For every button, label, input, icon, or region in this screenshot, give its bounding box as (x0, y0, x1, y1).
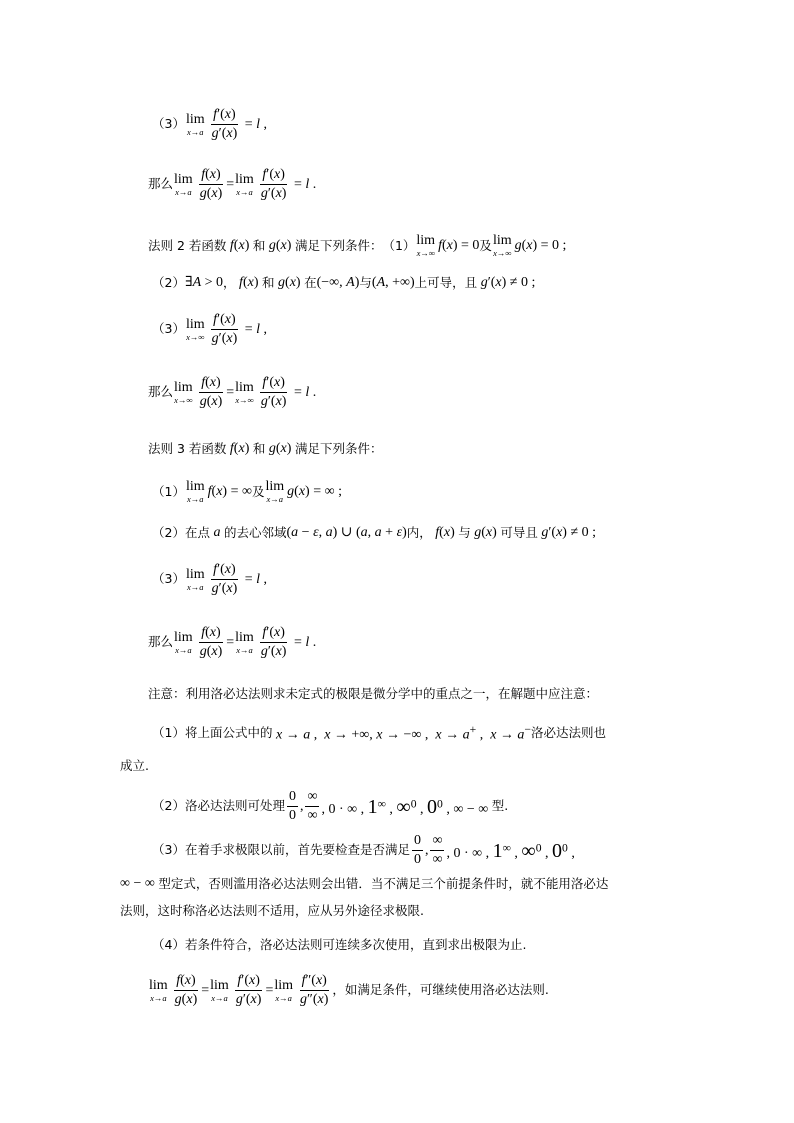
lim-x-to-a: lim x→a (265, 479, 285, 504)
fraction-fprime-over-gprime: $\frac{f'(x)}{g'(x)}$ (211, 562, 238, 596)
note-3: （3）在着手求极限以前，首先要检查是否满足 $\frac{0}{0}$ , $\frac{\infty}{\infty}$ , 0 · ∞ , 1∞ , ∞$^0$ , $0^0$ , (152, 833, 575, 867)
lim-x-to-a: lim x→a (210, 977, 229, 1003)
lim-x-to-a: lim x→a (235, 629, 254, 655)
note-3-cont2: 法则，这时称洛必达法则不适用，应从另外途径求极限. (120, 903, 424, 918)
lim-x-to-a: lim x→a (185, 479, 205, 504)
rule2-conclusion: 那么 lim x→∞ $\frac{f(x)}{g(x)}$ = lim x→∞ $\frac{f'(x)}{g'(x)}$ = l . (148, 375, 317, 409)
note-4-formula: lim x→a $\frac{f(x)}{g(x)}$ = lim x→a $\frac{f'(x)}{g'(x)}$ = lim x→a $\frac{f''(x)}{g''(x)}$ ，如满足条件，可继续使用洛必达法则. (149, 973, 549, 1007)
rule1-conclusion: 那么 lim x→a $\frac{f(x)}{g(x)}$ = lim x→a $\frac{f'(x)}{g'(x)}$ = l . (148, 167, 317, 201)
lim-x-to-inf: lim x→∞ (185, 316, 205, 342)
fraction-f-over-g: $\frac{f(x)}{g(x)}$ (199, 625, 223, 659)
lim-x-to-a: lim x→a (235, 171, 254, 197)
fraction-f-over-g: $\frac{f(x)}{g(x)}$ (199, 375, 223, 409)
rule3-cond1: （1） lim x→a f(x) = ∞ 及 lim x→a g(x) = ∞ ; (152, 479, 342, 504)
fraction-inf-over-inf: $\frac{\infty}{\infty}$ (307, 789, 318, 823)
rule1-then-label: 那么 (148, 176, 174, 192)
rule2-cond3: （3） lim x→∞ $\frac{f'(x)}{g'(x)}$ = l , (152, 312, 268, 346)
notes-intro: 注意：利用洛必达法则求未定式的极限是微分学中的重点之一，在解题中应注意： (148, 686, 599, 701)
fraction-fprime-over-gprime: $\frac{f'(x)}{g'(x)}$ (260, 625, 287, 659)
note-1: （1）将上面公式中的 x → a , x → +∞, x → −∞ , x → a+ , x → a− 洛必达法则也 (152, 723, 607, 743)
fraction-fprime-over-gprime: $\frac{f'(x)}{g'(x)}$ (211, 312, 238, 346)
fraction-zero-over-zero: $\frac{0}{0}$ (413, 833, 421, 867)
note-2: （2）洛必达法则可处理 $\frac{0}{0}$ , $\frac{\infty}{\infty}$ , 0 · ∞ , 1∞ , ∞$^0$ , $0^0$ , ∞ − ∞ 型. (152, 789, 509, 823)
rule2-cond2: （2） ∃A > 0 ， f(x) 和 g(x) 在 (−∞, A) 与 (A, +∞) 上可导，且 g′(x) ≠ 0 ; (152, 274, 536, 290)
fraction-f-over-g: $\frac{f(x)}{g(x)}$ (174, 973, 198, 1007)
note-4: （4）若条件符合，洛必达法则可连续多次使用，直到求出极限为止. (152, 937, 527, 952)
lim-x-to-a: lim x→a (149, 977, 168, 1003)
fraction-f-over-g: $\frac{f(x)}{g(x)}$ (199, 167, 223, 201)
rule3-conclusion: 那么 lim x→a $\frac{f(x)}{g(x)}$ = lim x→a $\frac{f'(x)}{g'(x)}$ = l . (148, 625, 317, 659)
fraction-fprime-over-gprime: $\frac{f'(x)}{g'(x)}$ (260, 167, 287, 201)
rule1-cond3: （3） lim x→a $\frac{f'(x)}{g'(x)}$ = l , (152, 107, 268, 141)
note-1-cont: 成立. (120, 758, 149, 773)
lim-x-to-a: lim x→a (174, 629, 193, 655)
fraction-fprime-over-gprime: $\frac{f'(x)}{g'(x)}$ (211, 107, 238, 141)
fraction-zero-over-zero: $\frac{0}{0}$ (288, 789, 296, 823)
fraction-inf-over-inf: $\frac{\infty}{\infty}$ (432, 833, 443, 867)
lim-x-to-a: lim x→a (185, 111, 205, 137)
lim-x-to-a: lim x→a (174, 171, 193, 197)
note-3-cont: ∞ − ∞ 型定式，否则滥用洛必达法则会出错．当不满足三个前提条件时，就不能用洛必达 (120, 875, 609, 891)
rule3-heading: 法则 3 若函数 f(x) 和 g(x) 满足下列条件： (148, 440, 383, 456)
lim-x-to-inf: lim x→∞ (235, 379, 254, 405)
rule2-heading: 法则 2 若函数 f(x) 和 g(x) 满足下列条件： （1） lim x→∞ f(x) = 0 及 lim x→∞ g(x) = 0 ; (148, 233, 567, 258)
fraction-fprime-over-gprime: $\frac{f'(x)}{g'(x)}$ (235, 973, 262, 1007)
lim-x-to-inf: lim x→∞ (492, 233, 512, 258)
lim-x-to-inf: lim x→∞ (416, 233, 436, 258)
fraction-fprime-over-gprime: $\frac{f'(x)}{g'(x)}$ (260, 375, 287, 409)
rule3-cond3: （3） lim x→a $\frac{f'(x)}{g'(x)}$ = l , (152, 562, 268, 596)
fraction-fsecond-over-gsecond: $\frac{f''(x)}{g''(x)}$ (300, 973, 329, 1007)
lim-x-to-a: lim x→a (274, 977, 294, 1003)
rule1-cond3-label: （3） (152, 116, 185, 132)
lim-x-to-a: lim x→a (185, 566, 205, 592)
lim-x-to-inf: lim x→∞ (174, 379, 193, 405)
rule3-cond2: （2） 在点 a 的去心邻域 (a − ε, a) ∪ (a, a + ε) 内， f(x) 与 g(x) 可导且 g′(x) ≠ 0 ; (152, 524, 597, 540)
